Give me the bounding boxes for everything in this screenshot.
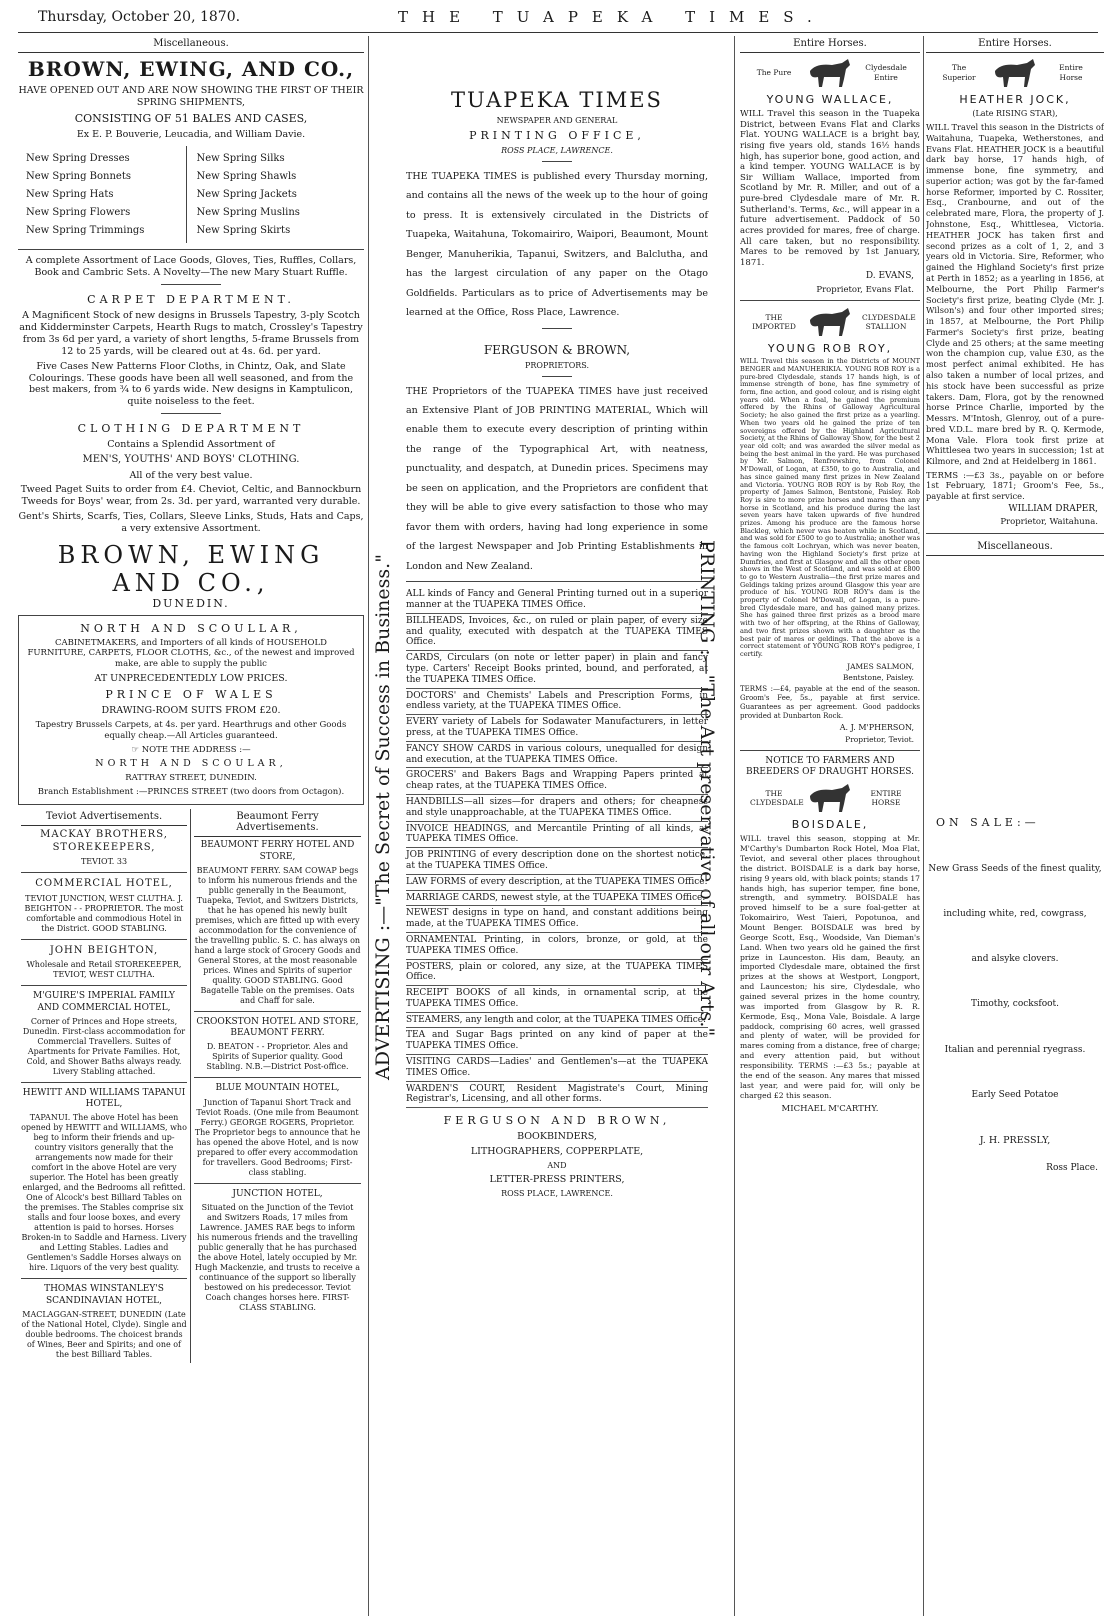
list-item: HANDBILLS—all sizes—for drapers and others; for cheapness and style unapproachable, at the TUAPEKA TIMES Office. [406,795,708,822]
divider [161,413,221,414]
ad-title: HEWITT AND WILLIAMS TAPANUI HOTEL, [22,1087,186,1109]
clothing-text: MEN'S, YOUTHS' AND BOYS' CLOTHING. [82,454,300,465]
signature: Proprietor, Waitahuna. [1000,517,1098,528]
list-item: New Spring Hats [26,189,114,201]
horse-name: YOUNG WALLACE, [766,93,894,106]
section-heading: Miscellaneous. [926,539,1104,556]
clothing-text: All of the very best value. [129,469,253,481]
list-item: New Spring Skirts [196,225,291,237]
advertising-slogan: ADVERTISING :—"The Secret of Success in Business." [372,554,394,1080]
divider [542,328,572,329]
tuapeka-times-title: TUAPEKA TIMES [451,88,663,112]
list-item: New Spring Shawls [196,171,297,183]
carpet-text-2: Five Cases New Patterns Floor Cloths, in Chintz, Oak, and Slate Colourings. These goods have been all well seasoned, and from the best makers, from ¾ to 6 yards wide. New designs in Kamptulicon, quite noiseless to the feet. [28,360,354,408]
ad-text: TAPANUI. The above Hotel has been opened by HEWITT and WILLIAMS, who beg to inform their friends and up-country visitors generally that the arrangements now made for their comfort in the above Hotel are very superior. The Hotel has been greatly enlarged, and the Bedrooms all refitted. One of Alcock's best Billiard Tables on the premises. The Stables comprise six stalls and four loose boxes, and every attention is paid to horses. Horses Broken-in to Saddle and Harness. Livery and Letting Stables. Ladies and Gentlemen's Saddle Horses always on hire. Liquors of the very best quality. [21,1113,187,1273]
horse-subtitle: (Late RISING STAR), [972,109,1058,118]
signature: D. EVANS, [865,271,914,282]
brown-ewing-big: BROWN, EWING AND CO., [57,540,325,597]
horse-name: BOISDALE, [791,818,869,832]
brown-consisting-line: CONSISTING OF 51 BALES AND CASES, [74,111,308,125]
carpet-text: A Magnificent Stock of new designs in Brussels Tapestry, 3-ply Scotch and Kidderminster Carpets, Hearth Rugs to match, Crossley's Tapestry from 3s 6d per yard, a variety of short lengths, 5-frame Brussels from 12 to 25 yards, will be cleared out at 4s. 6d. per yard. [19,310,363,357]
column-heather-jock [926,36,1104,1616]
teviot-advertisements [18,809,191,1363]
horse-text: WILL travel this season, stopping at Mr. M'Carthy's Dumbarton Rock Hotel, Moa Flat, Teviot, and several other places throughout the district. BOISDALE is a dark bay horse, rising 9 years old, with black points; stands 17 hands high, has superior temper, fine bone, strength, and symmetry. BOISDALE has proved himself to be a sure foal-getter at Tokomairiro, West Taieri, Popotunoa, and Mount Benger. BOISDALE was bred by George Scott, Esq., Woodside, Van Dieman's Land. When two years old he gained the first prize in Launceston. His dam, Beauty, an imported Clydesdale mare, obtained the first prizes at the shows at Westport, Longport, and Launceston; his sire, Clydesdale, who gained several prizes in the home country, was imported from Glasgow by R. R. Kermode, Esq., Mona Vale, Boisdale. A large paddock, comprising 60 acres, well grassed and plenty of water, will be provided for mares coming from a distance, free of charge; and every attention paid, but without responsibility. TERMS :—£3 5s.; payable at the end of the season. Any mares that missed last year, and were paid for, will only be charged £2 this season. [740,834,920,1100]
horse-terms: TERMS :—£4, payable at the end of the season. Groom's Fee, 5s., payable at first service. Guarantees as per agreement. Good paddocks provided at Dunbarton Rock. [740,685,920,720]
divider [18,249,364,250]
horse-icon [802,57,858,89]
divider [406,581,708,582]
list-item: New Spring Muslins [196,207,300,219]
footer-line: BOOKBINDERS, [517,1131,597,1143]
column-rule [734,36,735,1616]
brown-ewing-heading: BROWN, EWING, AND CO., [27,57,355,81]
horse-icon [802,306,858,338]
horse-name: HEATHER JOCK, [959,93,1071,106]
spring-goods-left [26,146,187,243]
intro-text: THE TUAPEKA TIMES is published every Thursday morning, and contains all the news of the week up to the hour of going to press. It is extensively circulated in the Districts of Tuapeka, Waitahuna, Tokomairiro, Waipori, Beaumont, Mount Benger, Manuherikia, Tapanui, Switzers, and Balclutha, and has the largest circulation of any paper on the Otago Goldfields. Particulars as to price of Advertisements may be learned at the Office, Ross Place, Lawrence. [406,170,708,319]
divider [926,533,1104,534]
north-scoullar-title: NORTH AND SCOULLAR, [80,621,302,635]
signature: JAMES SALMON, [847,661,914,671]
list-item: New Spring Flowers [26,207,131,219]
list-item: New Spring Dresses [26,153,130,165]
section-heading: Entire Horses. [740,36,920,53]
prince-of-wales-title: PRINCE OF WALES [105,688,277,702]
horse-banner [740,782,920,814]
divider [194,1011,361,1012]
ad-text: Branch Establishment :—PRINCES STREET (two doors from Octagon). [37,786,345,797]
list-item: RECEIPT BOOKS of all kinds, in ornamental scrip, at the TUAPEKA TIMES Office. [406,986,708,1013]
address: Ross Place. [1046,1163,1098,1174]
divider [542,161,572,162]
list-item: BILLHEADS, Invoices, &c., on ruled or plain paper, of every size and quality, executed with despatch at the TUAPEKA TIMES Office. [406,614,708,651]
list-item: VISITING CARDS—Ladies' and Gentlemen's—at the TUAPEKA TIMES Office. [406,1055,708,1082]
divider [21,1082,187,1083]
lace-text: A complete Assortment of Lace Goods, Gloves, Ties, Ruffles, Collars, Book and Cambric Sets. A Novelty—The new Mary Stuart Ruffle. [25,255,357,279]
ad-text: CABINETMAKERS, and Importers of all kinds of HOUSEHOLD FURNITURE, CARPETS, FLOOR CLOTHS, &c., of the newest and improved make, are able to supply the public [27,637,355,669]
horse-icon [987,57,1043,89]
footer-line: ROSS PLACE, LAWRENCE. [501,1188,613,1198]
signature: Proprietor, Evans Flat. [816,284,914,295]
footer-line: LITHOGRAPHERS, COPPERPLATE, [470,1145,644,1157]
section-heading: Miscellaneous. [18,36,364,53]
list-item: CARDS, Circulars (on note or letter paper) in plain and fancy type. Carters' Receipt Books printed, bound, and perforated, at the TUAPEKA TIMES Office. [406,651,708,688]
sub-columns [18,809,364,1363]
seed-item: including white, red, cowgrass, [943,908,1087,919]
list-item: WARDEN'S COURT, Resident Magistrate's Court, Mining Registrar's, Licensing, and all other forms. [406,1082,708,1109]
notice-heading: NOTICE TO FARMERS AND BREEDERS OF DRAUGHT HORSES. [745,755,915,778]
section-heading: Teviot Advertisements. [21,809,187,826]
divider [21,939,187,940]
divider [740,750,920,751]
ad-title: JUNCTION HOTEL, [232,1188,323,1199]
beaumont-ferry-advertisements [191,809,364,1363]
dunedin-label: DUNEDIN. [152,596,230,610]
list-item: New Spring Bonnets [26,171,131,183]
list-item: ALL kinds of Fancy and General Printing turned out in a superior manner at the TUAPEKA TIMES Office. [406,587,708,614]
list-item: New Spring Trimmings [26,225,145,237]
column-rule [368,36,369,1616]
seed-item: Timothy, cocksfoot. [970,999,1060,1010]
list-item: ORNAMENTAL Printing, in colors, bronze, or gold, at the TUAPEKA TIMES Office. [406,933,708,960]
ad-text: Corner of Princes and Hope streets, Dunedin. First-class accommodation for Commercial Travellers. Suites of Apartments for Private Families. Hot, Cold, and Shower Baths always ready. Livery Stabling attached. [22,1016,186,1076]
ad-title: M'GUIRE'S IMPERIAL FAMILY AND COMMERCIAL HOTEL, [32,991,175,1013]
horse-name: YOUNG ROB ROY, [767,342,893,356]
section-heading: Entire Horses. [926,36,1104,53]
signature: A. J. M'PHERSON, [839,723,914,733]
banner-left: The Superior [942,63,976,82]
divider [740,300,920,301]
signature: J. H. PRESSLY, [979,1135,1051,1147]
banner-left: THE CLYDESDALE [750,788,804,808]
ferguson-brown-footer: FERGUSON AND BROWN, [443,1114,671,1128]
list-item: GROCERS' and Bakers Bags and Wrapping Papers printed at cheap rates, at the TUAPEKA TIMES Office. [406,768,708,795]
ferguson-brown: FERGUSON & BROWN, [483,342,631,357]
divider [194,1183,361,1184]
ad-text: Situated on the Junction of the Teviot and Switzers Roads, 17 miles from Lawrence. JAMES RAE begs to inform his numerous friends and the travelling public generally that he has purchased the above Hotel, lately occupied by Mr. Hugh Mackenzie, and trusts to receive a continuance of the support so liberally bestowed on his predecessor. Teviot Coach changes horses here. FIRST-CLASS STABLING. [195,1202,360,1312]
issue-date: Thursday, October 20, 1870. [38,9,241,25]
list-item: INVOICE HEADINGS, and Mercantile Printing of all kinds, at TUAPEKA TIMES Office. [406,822,708,849]
banner-right: CLYDESDALE STALLION [862,312,916,332]
ad-title: COMMERCIAL HOTEL, [35,878,173,890]
subtitle: NEWSPAPER AND GENERAL [496,116,618,125]
proprietors: PROPRIETORS. [524,360,590,370]
ad-text: TEVIOT JUNCTION, WEST CLUTHA. J. BEIGHTON - - PROPRIETOR. The most comfortable and commodious Hotel in the District. GOOD STABLING. [24,893,184,933]
horse-icon [802,782,858,814]
horse-text: WILL Travel this season in the Districts of MOUNT BENGER and MANUHERIKIA. YOUNG ROB ROY is a pure-bred Clydesdale, stands 17 hands high, is of immense strength of bone, has fine symmetry of form, fine action, and good colour, and is rising eight years old. When a foal, he gained the premium offered by the Rhins of Galloway Agricultural Society; he also gained the first prize as a yearling. When two years old he gained the prize of ten sovereigns offered by the Highland Agricultural Society, at the Rhins of Galloway Show, for the best 2 year old colt; and was awarded the silver medal as being the best animal in the yard. He was purchased by Mr. Salmon, Renfrewshire, from Colonel M'Dowall, of Logan, at £350, to go to Australia, and has since gained many first prizes in New Zealand and Victoria. YOUNG ROB ROY is by Rob Roy, the property of James Salmon, Bentstone, Paisley. Rob Roy is sire to more prize horses and mares than any horse in Scotland, and his produce during the last seven years have taken upwards of five hundred prizes. Among his produce are the famous horse Blackleg, which never was beaten while in Scotland, and was sold for £500 to go to Australia; another was the famous colt Lochryan, which was never beaten, having won the Highland Society's first prize at Dumfries, and first at Glasgow and all the other open shows in the West of Scotland, and was sold at £800 to go to Western Australia—the first prize mares and Geldings taking prizes around Glasgow this year are produce of his. YOUNG ROB ROY's dam is the property of Colonel M'Dowall, of Logan, is a pure-bred Clydesdale mare, and has gained many prizes. She has gained three first prizes as a brood mare with two of her offspring, at the Rhins of Galloway, and two first prizes shown with a daughter as the best pair of mares or geldings. That the above is a correct statement of YOUNG ROB ROY's pedigree, I certify. [740,357,920,658]
horse-banner [740,306,920,338]
ad-text: MACLAGGAN-STREET, DUNEDIN (Late of the National Hotel, Clyde). Single and double bedrooms. The choicest brands of Wines, Beer and Spirits; and one of the best Billiard Tables. [21,1309,187,1359]
signature: MICHAEL M'CARTHY. [781,1103,879,1114]
spring-goods-right [197,146,357,243]
list-item: MARRIAGE CARDS, newest style, at the TUAPEKA TIMES Office. [406,891,708,907]
column-entire-horses [740,36,920,1616]
divider [542,376,572,377]
horse-text: WILL Travel this season in the Tuapeka District, between Evans Flat and Clarks Flat. YOUNG WALLACE is a bright bay, rising five years old, stands 16½ hands high, has superior bone, good action, and a kind temper. YOUNG WALLACE is by Sir William Wallace, imported from Scotland by Mr. R. Miller, and out of a pure-bred Clydesdale mare of Mr. R. Sutherland's. Terms, &c., will appear in a future advertisement. Paddock of 50 acres provided for mares, free of charge. All care taken, but no responsibility. Mares to be removed by 1st January, 1871. [740,109,920,268]
horse-terms: TERMS :—£3 3s., payable on or before 1st February, 1871; Groom's Fee, 5s., payable at first service. [926,470,1104,501]
ad-text: Junction of Tapanui Short Track and Teviot Roads. (One mile from Beaumont Ferry.) GEORGE ROGERS, Proprietor. The Proprietor begs to announce that he has opened the above Hotel, and is now prepared to offer every accommodation for travellers. Good Bedrooms; First-class stabling. [194,1097,361,1177]
list-item: JOB PRINTING of every description done on the shortest notice, at the TUAPEKA TIMES Office. [406,848,708,875]
column-rule [923,36,924,1616]
divider [21,985,187,986]
clothing-text: Tweed Paget Suits to order from £4. Cheviot, Celtic, and Bannockburn Tweeds for Boys' wear, from 2s. 3d. per yard, warranted very durable. [20,484,362,508]
masthead [18,8,1098,33]
ad-text: AT UNPRECEDENTEDLY LOW PRICES. [94,672,288,684]
job-printing-text: THE Proprietors of the TUAPEKA TIMES have just received an Extensive Plant of JOB PRINTING MATERIAL, Which will enable them to execute every description of printing within the range of the Typographical Art, with neatness, punctuality, and despatch, at Dunedin prices. Specimens may be seen on application, and the Proprietors are confident that they will be able to give every satisfaction to those who may favor them with orders, having had long experience in some of the largest Newspaper and Job Printing Establishments in London and New Zealand. [406,385,708,572]
ad-text: RATTRAY STREET, DUNEDIN. [125,773,257,783]
horse-text: WILL Travel this season in the Districts of Waitahuna, Tuapeka, Wetherstones, and Evans Flat. HEATHER JOCK is a beautiful dark bay horse, 17 hands high, of immense bone, fine symmetry, and superior action; was got by the far-famed horse Reformer, imported by C. Rossiter, Esq., Cranbourne, and out of the celebrated mare, Flora, the property of J. Johnstone, Esq., Whittlesea, Victoria. HEATHER JOCK has taken first and second prizes as a colt of 1, 2, and 3 years old in Victoria. Sire, Reformer, who gained the Highland Society's first prize at Perth in 1852; as a yearling in 1856, at Melbourne, the Port Philip Farmer's Society's first prize, beating Clyde (Mr. J. Wilson's) and four other imported sires; in 1857, at Melbourne, the Port Philip Farmer's Society's first prize, beating Clyde and 25 others; at the same meeting won the champion cup, value £30, as the most perfect animal exhibited. He has also taken a number of local prizes, and his stock have been successful as prize takers. Dam, Flora, got by the renowned horse Prince Charlie, imported by the Messrs. M'Intosh, Glenroy, out of a pure-bred V.D.L. mare bred by R. Q. Kermode, Mona Vale. Flora took first prize at Whittlesea two years in succession; 1st at Kilmore, and 2nd at Heidelberg in 1861. [926,122,1104,467]
divider [161,284,221,285]
brown-ex-line: Ex E. P. Bouverie, Leucadia, and William Davie. [76,128,306,140]
ad-title: JOHN BEIGHTON, [49,944,159,956]
ad-title: CROOKSTON HOTEL AND STORE, BEAUMONT FERRY. [196,1016,359,1038]
divider [21,1278,187,1279]
list-item: TEA and Sugar Bags printed on any kind of paper at the TUAPEKA TIMES Office. [406,1028,708,1055]
column-tuapeka-times [392,36,722,1616]
ad-text: Wholesale and Retail STOREKEEPER, TEVIOT, WEST CLUTHA. [26,960,182,980]
ad-title: MACKAY BROTHERS, STOREKEEPERS, [40,829,168,853]
list-item: DOCTORS' and Chemists' Labels and Prescription Forms, in endless variety, at the TUAPEKA TIMES Office. [406,689,708,716]
seed-item: and alsyke clovers. [971,954,1059,965]
list-item: EVERY variety of Labels for Sodawater Manufacturers, in letter press, at the TUAPEKA TIMES Office. [406,715,708,742]
spring-goods-list [26,146,356,243]
newspaper-title: THE TUAPEKA TIMES. [398,8,826,26]
ad-text: TEVIOT. 33 [80,857,128,867]
ad-text: D. BEATON - - Proprietor. Ales and Spirits of Superior quality. Good Stabling. N.B.—District Post-office. [206,1042,349,1072]
footer-line: AND [547,1160,567,1170]
divider [21,872,187,873]
banner-left: The Pure [756,68,792,78]
horse-banner [740,57,920,89]
ad-text: BEAUMONT FERRY. SAM COWAP begs to inform his numerous friends and the public generally in the Beaumont, Tuapeka, Teviot, and Switzers Districts, that he has opened his newly built premises, which are fitted up with every accommodation for the convenience of the travelling public. S. C. has always on hand a large stock of Grocery Goods and General Stores, at the most reasonable prices. Wines and Spirits of superior quality. GOOD STABLING. Good Bagatelle Table on the premises. Oats and Chaff for sale. [194,865,361,1005]
list-item: New Spring Jackets [196,189,297,201]
signature: Bentstone, Paisley. [842,673,914,683]
on-sale-heading: ON SALE:— [936,815,1040,829]
signature: WILLIAM DRAPER, [1008,504,1098,515]
list-item: FANCY SHOW CARDS in various colours, unequalled for design and execution, at the TUAPEKA TIMES Office. [406,742,708,769]
banner-right: Entire Horse [1059,63,1083,82]
ad-text: Tapestry Brussels Carpets, at 4s. per yard. Hearthrugs and other Goods equally cheap.—All Articles guaranteed. [35,720,347,741]
banner-right: ENTIRE HORSE [870,788,902,808]
list-item: STEAMERS, any length and color, at the TUAPEKA TIMES Office. [406,1013,708,1029]
banner-left: THE IMPORTED [752,312,796,332]
ad-title: BLUE MOUNTAIN HOTEL, [215,1083,340,1094]
clothing-text: Gent's Shirts, Scarfs, Ties, Collars, Sleeve Links, Studs, Hats and Caps, a very extensive Assortment. [18,511,364,534]
horse-banner [926,57,1104,89]
printing-office: PRINTING OFFICE, [469,129,645,142]
divider [194,1077,361,1078]
seed-item: Early Seed Potatoe [971,1089,1059,1100]
list-item: POSTERS, plain or colored, any size, at the TUAPEKA TIMES Office. [406,960,708,987]
ad-title: THOMAS WINSTANLEY'S SCANDINAVIAN HOTEL, [44,1284,164,1306]
seed-item: New Grass Seeds of the finest quality, [928,863,1102,874]
signature: Proprietor, Teviot. [845,735,914,745]
list-item: NEWEST designs in type on hand, and constant additions being made, at the TUAPEKA TIMES Office. [406,906,708,933]
clothing-heading: CLOTHING DEPARTMENT [77,422,305,436]
ad-text: DRAWING-ROOM SUITS FROM £20. [101,705,281,717]
list-item: LAW FORMS of every description, at the TUAPEKA TIMES Office. [406,875,708,891]
address: ROSS PLACE, LAWRENCE. [501,145,613,155]
ad-text: NORTH AND SCOULAR, [95,758,287,770]
north-scoullar-ad [18,615,364,806]
carpet-heading: CARPET DEPARTMENT. [87,293,295,307]
list-item: New Spring Silks [196,153,285,165]
section-heading: Beaumont Ferry Advertisements. [194,809,361,837]
footer-line: LETTER-PRESS PRINTERS, [489,1173,625,1185]
printing-slogan: PRINTING :—"The Art preservative of all our Arts." [696,540,718,1037]
column-miscellaneous [18,36,364,1616]
seed-item: Italian and perennial ryegrass. [944,1044,1086,1055]
banner-right: Clydesdale Entire [865,63,907,82]
ad-text: ☞ NOTE THE ADDRESS :— [131,744,251,755]
clothing-text: Contains a Splendid Assortment of [107,439,275,451]
ad-title: BEAUMONT FERRY HOTEL AND STORE, [200,840,355,862]
brown-opened-line: HAVE OPENED OUT AND ARE NOW SHOWING THE FIRST OF THEIR SPRING SHIPMENTS, [18,85,364,108]
